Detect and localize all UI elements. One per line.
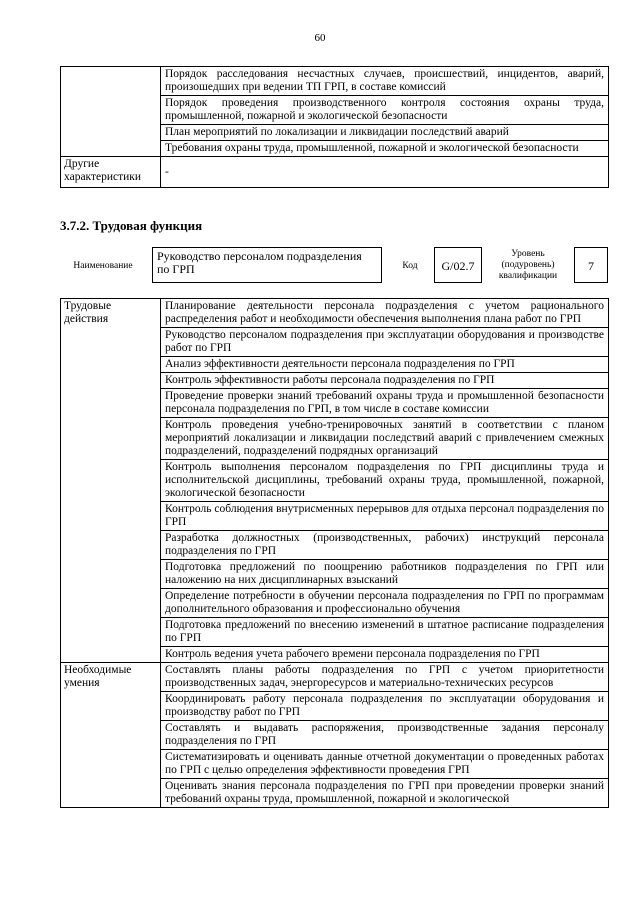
table-row bbox=[61, 157, 609, 188]
labor-action-item: Подготовка предложений по внесению изменений в штатное расписание подразделения по ГРП bbox=[161, 618, 609, 647]
level-box: 7 bbox=[574, 247, 608, 283]
level-label: Уровень (подуровень) квалификации bbox=[498, 249, 558, 281]
knowledge-item: План мероприятий по локализации и ликвидации последствий аварий bbox=[161, 125, 609, 141]
knowledge-item: Требования охраны труда, промышленной, пожарной и экологической безопасности bbox=[161, 141, 609, 157]
labor-action-item: Контроль соблюдения внутрисменных перерывов для отдыха персонал подразделения по ГРП bbox=[161, 502, 609, 531]
skill-item: Составлять планы работы подразделения по ГРП с учетом приоритетности производственных задач, энергоресурсов и материально-технических ресурсов bbox=[161, 663, 609, 692]
function-header bbox=[60, 245, 608, 289]
labor-action-item: Контроль выполнения персоналом подразделения по ГРП дисциплины труда и исполнительской дисциплины, требований охраны труда, промышленной, пожарной, экологической безопасности bbox=[161, 460, 609, 502]
skill-item: Составлять и выдавать распоряжения, производственные задания персоналу подразделения по ГРП bbox=[161, 721, 609, 750]
labor-action-item: Определение потребности в обучении персонала подразделения по ГРП по программам дополнительного образования и профессионально обучения bbox=[161, 589, 609, 618]
labor-action-item: Руководство персоналом подразделения при эксплуатации оборудования и производстве работ по ГРП bbox=[161, 328, 609, 357]
code-label: Код bbox=[402, 261, 418, 271]
function-name-box: Руководство персоналом подразделения по ГРП bbox=[152, 247, 382, 283]
labor-function-table bbox=[60, 298, 609, 808]
other-characteristics-value: - bbox=[161, 157, 609, 188]
skill-item: Систематизировать и оценивать данные отчетной документации о проведенных работах по ГРП с целью определения эффективности проведения ГРП bbox=[161, 750, 609, 779]
labor-action-item: Контроль ведения учета рабочего времени персонала подразделения по ГРП bbox=[161, 647, 609, 663]
labor-actions-label: Трудовые действия bbox=[61, 299, 161, 663]
skill-item: Оценивать знания персонала подразделения по ГРП при проведении проверки знаний требований охраны труда, промышленной, пожарной и экологической bbox=[161, 779, 609, 808]
skills-label: Необходимые умения bbox=[61, 663, 161, 808]
labor-action-item: Контроль проведения учебно-тренировочных занятий в соответствии с планом мероприятий локализации и ликвидации последствий аварий с привлечением смежных подразделений, подразделений подрядных организаций bbox=[161, 418, 609, 460]
skill-item: Координировать работу персонала подразделения по эксплуатации оборудования и производству работ по ГРП bbox=[161, 692, 609, 721]
labor-action-item: Контроль эффективности работы персонала подразделения по ГРП bbox=[161, 373, 609, 389]
labor-action-item: Проведение проверки знаний требований охраны труда и промышленной безопасности персонала подразделения по ГРП, в том числе в составе комиссии bbox=[161, 389, 609, 418]
knowledge-item: Порядок проведения производственного контроля состояния охраны труда, промышленной, пожарной и экологической безопасности bbox=[161, 96, 609, 125]
labor-action-item: Разработка должностных (производственных, рабочих) инструкций персонала подразделения по ГРП bbox=[161, 531, 609, 560]
knowledge-item: Порядок расследования несчастных случаев, происшествий, инцидентов, аварий, произошедших при ведении ТП ГРП, в составе комиссий bbox=[161, 67, 609, 96]
empty-label-cell bbox=[61, 67, 161, 157]
table-row bbox=[61, 299, 609, 328]
labor-action-item: Планирование деятельности персонала подразделения с учетом рационального распределения работ и необходимости обеспечения выполнения плана работ по ГРП bbox=[161, 299, 609, 328]
labor-action-item: Подготовка предложений по поощрению работников подразделения по ГРП или наложению на них дисциплинарных взысканий bbox=[161, 560, 609, 589]
labor-action-item: Анализ эффективности деятельности персонала подразделения по ГРП bbox=[161, 357, 609, 373]
other-characteristics-label: Другие характеристики bbox=[61, 157, 161, 188]
knowledge-table-continuation bbox=[60, 66, 609, 188]
section-title: 3.7.2. Трудовая функция bbox=[60, 218, 203, 233]
code-box: G/02.7 bbox=[434, 247, 482, 283]
name-label: Наименование bbox=[73, 261, 133, 271]
table-row bbox=[61, 663, 609, 692]
page-number: 60 bbox=[314, 32, 326, 44]
table-row bbox=[61, 67, 609, 96]
